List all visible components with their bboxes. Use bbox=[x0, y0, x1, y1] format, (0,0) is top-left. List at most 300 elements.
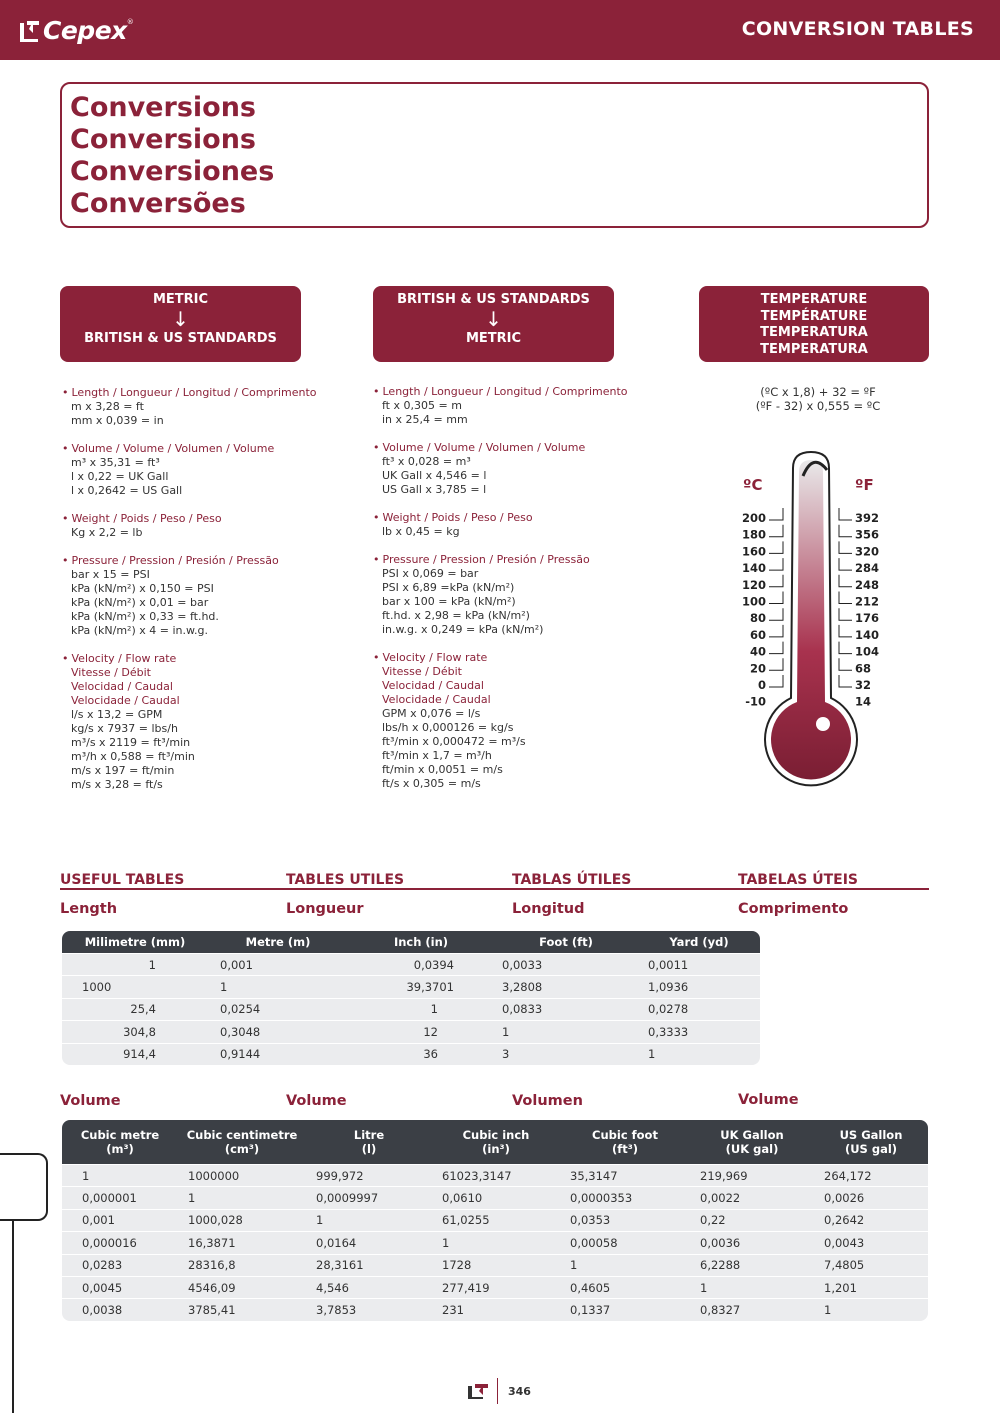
useful-heading-pt: TABELAS ÚTEIS bbox=[738, 872, 859, 888]
conversion-group bbox=[373, 511, 663, 539]
conversion-formula: mm x 0,039 = in bbox=[71, 414, 164, 427]
conversion-group-heading bbox=[62, 554, 352, 568]
conversion-formula: in x 25,4 = mm bbox=[382, 413, 468, 426]
volume-column-header-line: US Gallon bbox=[839, 1128, 903, 1142]
pill-label: TEMPERATURA bbox=[760, 325, 868, 340]
conversion-heading-text: Weight / Poids / Peso / Peso bbox=[71, 512, 222, 525]
conversion-heading-text: Velocity / Flow rate bbox=[71, 652, 177, 665]
table-row bbox=[62, 1276, 928, 1298]
british-conversions bbox=[373, 385, 663, 805]
conversion-group-heading bbox=[373, 553, 663, 567]
conversion-group-heading bbox=[373, 385, 663, 399]
brand-name: Cepex bbox=[43, 16, 127, 45]
table-cell: 1 bbox=[62, 1164, 178, 1186]
conversion-group-heading bbox=[62, 666, 352, 680]
conversion-heading-text: Length / Longueur / Longitud / Comprimento bbox=[71, 386, 317, 399]
conversion-formula: ft.hd. x 2,98 = kPa (kN/m²) bbox=[382, 609, 530, 622]
bullet-icon: • bbox=[373, 511, 380, 524]
conversion-formula: m/s x 3,28 = ft/s bbox=[71, 778, 163, 791]
bullet-icon: • bbox=[62, 652, 69, 665]
table-cell: 0,0164 bbox=[306, 1231, 432, 1253]
conversion-group bbox=[62, 652, 352, 792]
table-row bbox=[62, 975, 760, 997]
title-line: Conversiones bbox=[70, 156, 275, 187]
fahrenheit-tick-label: 284 bbox=[855, 561, 880, 576]
table-cell: 1 bbox=[306, 1209, 432, 1231]
table-cell: 1 bbox=[432, 1231, 560, 1253]
temperature-formulas bbox=[700, 385, 936, 413]
table-cell: 1 bbox=[62, 953, 208, 975]
table-cell: 1,201 bbox=[814, 1276, 928, 1298]
table-cell: 0,0394 bbox=[348, 953, 494, 975]
conversion-group-heading bbox=[62, 512, 352, 526]
table-cell: 0,0043 bbox=[814, 1231, 928, 1253]
conversion-formula: m³ x 35,31 = ft³ bbox=[71, 456, 160, 469]
side-tab-decoration bbox=[0, 1153, 48, 1221]
conversion-formula: kPa (kN/m²) x 0,33 = ft.hd. bbox=[71, 610, 219, 623]
length-heading-fr: Longueur bbox=[286, 901, 364, 917]
table-row bbox=[62, 953, 760, 975]
table-cell: 0,8327 bbox=[690, 1298, 814, 1320]
table-cell: 28316,8 bbox=[178, 1254, 306, 1276]
fahrenheit-tick-mark bbox=[839, 608, 852, 620]
conversion-heading-text: Vitesse / Débit bbox=[382, 665, 462, 678]
celsius-tick-label: 0 bbox=[757, 678, 766, 692]
conversion-formula: m³/s x 2119 = ft³/min bbox=[71, 736, 191, 749]
pill-label: TEMPÉRATURE bbox=[760, 308, 868, 324]
useful-heading-fr: TABLES UTILES bbox=[286, 872, 405, 888]
table-cell: 0,0278 bbox=[638, 998, 760, 1020]
fahrenheit-tick-mark bbox=[839, 642, 852, 654]
celsius-tick-mark bbox=[769, 508, 783, 520]
conversion-group-heading bbox=[373, 693, 663, 707]
table-cell: 16,3871 bbox=[178, 1231, 306, 1253]
bullet-icon: • bbox=[62, 554, 69, 567]
table-cell: 0,0000353 bbox=[560, 1186, 690, 1208]
length-column-header: Inch (in) bbox=[348, 931, 494, 953]
conversion-group bbox=[62, 442, 352, 498]
volume-column-header bbox=[62, 1120, 178, 1164]
volume-column-header-line: Cubic inch bbox=[462, 1128, 530, 1142]
volume-column-header-line: (cm³) bbox=[224, 1142, 260, 1156]
fahrenheit-tick-mark bbox=[839, 558, 852, 570]
header-title: CONVERSION TABLES bbox=[741, 18, 974, 40]
table-cell: 0,3333 bbox=[638, 1020, 760, 1042]
table-cell: 61023,3147 bbox=[432, 1164, 560, 1186]
conversion-formula: in.w.g. x 0,249 = kPa (kN/m²) bbox=[382, 623, 544, 636]
table-cell: 3 bbox=[494, 1043, 638, 1065]
bullet-icon: • bbox=[373, 441, 380, 454]
fahrenheit-tick-label: 356 bbox=[855, 527, 880, 542]
table-cell: 0,0022 bbox=[690, 1186, 814, 1208]
volume-column-header bbox=[432, 1120, 560, 1164]
table-cell: 1000 bbox=[62, 975, 208, 997]
celsius-tick-label: 100 bbox=[741, 594, 766, 609]
table-cell: 304,8 bbox=[62, 1020, 208, 1042]
conversion-formula: m x 3,28 = ft bbox=[71, 400, 144, 413]
conversion-group-heading bbox=[373, 441, 663, 455]
table-cell: 0,0038 bbox=[62, 1298, 178, 1320]
celsius-tick-mark bbox=[769, 558, 783, 570]
table-cell: 0,0353 bbox=[560, 1209, 690, 1231]
table-cell: 7,4805 bbox=[814, 1254, 928, 1276]
formula-f-to-c: (ºF - 32) x 0,555 = ºC bbox=[755, 399, 881, 413]
celsius-tick-label: 180 bbox=[741, 527, 766, 542]
fahrenheit-tick-mark bbox=[839, 525, 852, 537]
fahrenheit-tick-label: 104 bbox=[855, 644, 880, 659]
length-table bbox=[62, 931, 760, 1065]
bullet-icon: • bbox=[62, 512, 69, 525]
cepex-logo bbox=[18, 16, 134, 45]
conversion-group bbox=[373, 441, 663, 497]
conversion-group-heading bbox=[62, 652, 352, 666]
title-line: Conversions bbox=[70, 92, 256, 123]
table-cell: 0,0026 bbox=[814, 1186, 928, 1208]
bullet-icon: • bbox=[62, 386, 69, 399]
fahrenheit-tick-label: 32 bbox=[855, 678, 872, 692]
fahrenheit-tick-label: 68 bbox=[855, 661, 872, 676]
celsius-tick-mark bbox=[769, 608, 783, 620]
bullet-icon: • bbox=[62, 442, 69, 455]
bullet-icon: • bbox=[373, 385, 380, 398]
celsius-tick-mark bbox=[769, 575, 783, 587]
celsius-tick-label: 40 bbox=[749, 644, 766, 659]
pill-top-label: BRITISH & US STANDARDS bbox=[397, 292, 590, 307]
fahrenheit-tick-label: 320 bbox=[855, 544, 880, 559]
length-column-header: Yard (yd) bbox=[638, 931, 760, 953]
conversion-formula: ft/s x 0,305 = m/s bbox=[382, 777, 481, 790]
thermometer-figure bbox=[735, 448, 915, 788]
formula-c-to-f: (ºC x 1,8) + 32 = ºF bbox=[760, 385, 876, 399]
celsius-tick-label: 80 bbox=[749, 611, 766, 626]
volume-column-header-line: (US gal) bbox=[844, 1142, 898, 1156]
conversion-group-heading bbox=[62, 386, 352, 400]
volume-heading-pt: Volume bbox=[738, 1092, 799, 1108]
conversion-heading-text: Volume / Volume / Volumen / Volume bbox=[71, 442, 275, 455]
table-cell: 0,00058 bbox=[560, 1231, 690, 1253]
table-cell: 0,0011 bbox=[638, 953, 760, 975]
conversion-heading-text: Pressure / Pression / Presión / Pressão bbox=[71, 554, 279, 567]
celsius-tick-label: 60 bbox=[749, 627, 766, 642]
table-row bbox=[62, 1209, 928, 1231]
conversion-formula: ft³/min x 0,000472 = m³/s bbox=[382, 735, 526, 748]
cepex-footer-logo-icon bbox=[467, 1382, 489, 1400]
table-row bbox=[62, 1186, 928, 1208]
fahrenheit-tick-mark bbox=[839, 625, 852, 637]
arrow-down-icon: ↓ bbox=[172, 307, 189, 331]
table-cell: 1 bbox=[690, 1276, 814, 1298]
celsius-tick-mark bbox=[769, 541, 783, 553]
table-cell: 6,2288 bbox=[690, 1254, 814, 1276]
bullet-icon: • bbox=[373, 553, 380, 566]
table-cell: 0,0283 bbox=[62, 1254, 178, 1276]
table-cell: 0,22 bbox=[690, 1209, 814, 1231]
volume-column-header-line: (ft³) bbox=[611, 1142, 639, 1156]
british-to-metric-pill bbox=[373, 286, 614, 362]
length-heading-en: Length bbox=[60, 901, 118, 917]
celsius-tick-label: 160 bbox=[741, 544, 766, 559]
table-cell: 1000,028 bbox=[178, 1209, 306, 1231]
fahrenheit-tick-label: 176 bbox=[855, 611, 880, 626]
volume-column-header bbox=[560, 1120, 690, 1164]
footer-separator bbox=[497, 1378, 498, 1404]
conversion-group-heading bbox=[62, 442, 352, 456]
conversion-heading-text: Length / Longueur / Longitud / Comprimento bbox=[382, 385, 628, 398]
table-row bbox=[62, 1164, 928, 1186]
fahrenheit-tick-mark bbox=[839, 658, 852, 670]
table-cell: 25,4 bbox=[62, 998, 208, 1020]
conversion-heading-text: Volume / Volume / Volumen / Volume bbox=[382, 441, 586, 454]
celsius-tick-mark bbox=[769, 592, 783, 604]
table-row bbox=[62, 1298, 928, 1320]
conversion-formula: PSI x 6,89 =kPa (kN/m²) bbox=[382, 581, 515, 594]
table-cell: 1 bbox=[178, 1186, 306, 1208]
volume-heading-en: Volume bbox=[60, 1093, 121, 1109]
volume-column-header-line: (in³) bbox=[482, 1142, 510, 1156]
table-cell: 0,0009997 bbox=[306, 1186, 432, 1208]
table-row bbox=[62, 1043, 760, 1065]
table-cell: 999,972 bbox=[306, 1164, 432, 1186]
conversion-group bbox=[62, 512, 352, 540]
conversion-formula: ft/min x 0,0051 = m/s bbox=[382, 763, 503, 776]
table-cell: 1 bbox=[638, 1043, 760, 1065]
table-cell: 4546,09 bbox=[178, 1276, 306, 1298]
table-row bbox=[62, 1254, 928, 1276]
table-cell: 0,1337 bbox=[560, 1298, 690, 1320]
conversion-formula: kg/s x 7937 = lbs/h bbox=[71, 722, 178, 735]
conversion-group bbox=[62, 386, 352, 428]
title-line: Conversões bbox=[70, 188, 246, 219]
fahrenheit-tick-label: 14 bbox=[855, 694, 872, 709]
table-cell: 61,0255 bbox=[432, 1209, 560, 1231]
table-row bbox=[62, 1231, 928, 1253]
pill-label: TEMPERATURE bbox=[760, 292, 868, 307]
table-cell: 28,3161 bbox=[306, 1254, 432, 1276]
bullet-icon: • bbox=[373, 651, 380, 664]
table-cell: 1728 bbox=[432, 1254, 560, 1276]
fahrenheit-tick-mark bbox=[839, 541, 852, 553]
table-cell: 3785,41 bbox=[178, 1298, 306, 1320]
celsius-label: ºC bbox=[743, 476, 763, 494]
fahrenheit-tick-mark bbox=[839, 592, 852, 604]
conversion-group bbox=[373, 385, 663, 427]
conversion-formula: ft³/min x 1,7 = m³/h bbox=[382, 749, 492, 762]
table-cell: 0,3048 bbox=[208, 1020, 348, 1042]
table-cell: 0,0833 bbox=[494, 998, 638, 1020]
conversion-formula: Kg x 2,2 = lb bbox=[71, 526, 143, 539]
fahrenheit-tick-mark bbox=[839, 675, 852, 687]
conversion-formula: bar x 100 = kPa (kN/m²) bbox=[382, 595, 516, 608]
volume-column-header bbox=[814, 1120, 928, 1164]
celsius-tick-label: 120 bbox=[741, 577, 766, 592]
metric-conversions bbox=[62, 386, 352, 806]
table-cell: 264,172 bbox=[814, 1164, 928, 1186]
table-cell: 12 bbox=[348, 1020, 494, 1042]
conversion-group-heading bbox=[62, 680, 352, 694]
fahrenheit-tick-label: 248 bbox=[855, 577, 880, 592]
table-cell: 1 bbox=[814, 1298, 928, 1320]
length-column-header: Foot (ft) bbox=[494, 931, 638, 953]
conversion-heading-text: Pressure / Pression / Presión / Pressão bbox=[382, 553, 590, 566]
celsius-tick-mark bbox=[769, 642, 783, 654]
volume-column-header bbox=[178, 1120, 306, 1164]
conversion-formula: PSI x 0,069 = bar bbox=[382, 567, 479, 580]
conversion-heading-text: Velocity / Flow rate bbox=[382, 651, 488, 664]
conversion-group-heading bbox=[373, 679, 663, 693]
celsius-tick-label: 140 bbox=[741, 561, 766, 576]
table-cell: 0,000016 bbox=[62, 1231, 178, 1253]
conversion-formula: US Gall x 3,785 = l bbox=[382, 483, 487, 496]
fahrenheit-tick-label: 212 bbox=[855, 594, 880, 609]
volume-heading-es: Volumen bbox=[512, 1093, 583, 1109]
volume-column-header bbox=[690, 1120, 814, 1164]
conversion-heading-text: Vitesse / Débit bbox=[71, 666, 151, 679]
celsius-tick-label: 200 bbox=[741, 511, 766, 525]
table-cell: 1 bbox=[208, 975, 348, 997]
fahrenheit-label: ºF bbox=[855, 476, 874, 494]
table-cell: 0,001 bbox=[62, 1209, 178, 1231]
table-cell: 219,969 bbox=[690, 1164, 814, 1186]
pill-label: TEMPERATURA bbox=[760, 341, 868, 357]
conversion-group-heading bbox=[62, 694, 352, 708]
table-cell: 0,0036 bbox=[690, 1231, 814, 1253]
thermometer-bulb-dot bbox=[816, 717, 830, 731]
conversion-formula: ft x 0,305 = m bbox=[382, 399, 462, 412]
table-cell: 914,4 bbox=[62, 1043, 208, 1065]
registered-mark: ® bbox=[126, 17, 134, 26]
conversion-formula: l/s x 13,2 = GPM bbox=[71, 708, 163, 721]
volume-heading-fr: Volume bbox=[286, 1093, 347, 1109]
table-cell: 0,001 bbox=[208, 953, 348, 975]
table-cell: 1000000 bbox=[178, 1164, 306, 1186]
cepex-logo-mark-icon bbox=[18, 19, 40, 43]
conversion-formula: l x 0,22 = UK Gall bbox=[71, 470, 169, 483]
table-cell: 39,3701 bbox=[348, 975, 494, 997]
volume-column-header-line: UK Gallon bbox=[720, 1128, 784, 1142]
fahrenheit-tick-mark bbox=[839, 575, 852, 587]
table-cell: 0,0610 bbox=[432, 1186, 560, 1208]
conversion-formula: bar x 15 = PSI bbox=[71, 568, 150, 581]
conversion-heading-text: Velocidad / Caudal bbox=[382, 679, 484, 692]
table-cell: 0,4605 bbox=[560, 1276, 690, 1298]
conversion-group bbox=[373, 553, 663, 637]
conversion-formula: l x 0,2642 = US Gall bbox=[71, 484, 183, 497]
useful-heading-es: TABLAS ÚTILES bbox=[512, 872, 632, 888]
volume-column-header bbox=[306, 1120, 432, 1164]
table-cell: 0,0033 bbox=[494, 953, 638, 975]
celsius-tick-label: -10 bbox=[745, 694, 766, 709]
length-heading-es: Longitud bbox=[512, 901, 585, 917]
conversion-formula: lbs/h x 0,000126 = kg/s bbox=[382, 721, 514, 734]
table-row bbox=[62, 998, 760, 1020]
table-cell: 4,546 bbox=[306, 1276, 432, 1298]
pill-top-label: METRIC bbox=[152, 292, 209, 307]
conversion-formula: kPa (kN/m²) x 0,01 = bar bbox=[71, 596, 209, 609]
conversion-formula: m/s x 197 = ft/min bbox=[71, 764, 175, 777]
conversion-heading-text: Velocidade / Caudal bbox=[71, 694, 180, 707]
pill-bottom-label: BRITISH & US STANDARDS bbox=[84, 331, 277, 346]
conversion-formula: lb x 0,45 = kg bbox=[382, 525, 460, 538]
conversion-group-heading bbox=[373, 651, 663, 665]
table-cell: 231 bbox=[432, 1298, 560, 1320]
conversion-group-heading bbox=[373, 665, 663, 679]
pill-bottom-label: METRIC bbox=[465, 331, 522, 346]
conversion-heading-text: Weight / Poids / Peso / Peso bbox=[382, 511, 533, 524]
table-cell: 1 bbox=[494, 1020, 638, 1042]
table-cell: 0,2642 bbox=[814, 1209, 928, 1231]
celsius-tick-mark bbox=[769, 625, 783, 637]
volume-column-header-line: Cubic foot bbox=[592, 1128, 658, 1142]
length-heading-pt: Comprimento bbox=[738, 901, 849, 917]
conversion-heading-text: Velocidad / Caudal bbox=[71, 680, 173, 693]
title-box bbox=[60, 82, 929, 228]
fahrenheit-tick-mark bbox=[839, 508, 852, 520]
volume-column-header-line: (m³) bbox=[106, 1142, 134, 1156]
volume-column-header-line: (l) bbox=[361, 1142, 377, 1156]
side-line-decoration bbox=[12, 1221, 14, 1413]
table-cell: 3,2808 bbox=[494, 975, 638, 997]
fahrenheit-tick-label: 140 bbox=[855, 627, 880, 642]
page-header bbox=[0, 0, 1000, 60]
table-cell: 0,0254 bbox=[208, 998, 348, 1020]
table-cell: 277,419 bbox=[432, 1276, 560, 1298]
table-cell: 1 bbox=[348, 998, 494, 1020]
title-line: Conversions bbox=[70, 124, 256, 155]
volume-column-header-line: Cubic metre bbox=[80, 1128, 160, 1142]
conversion-group-heading bbox=[373, 511, 663, 525]
celsius-tick-label: 20 bbox=[749, 661, 766, 676]
fahrenheit-tick-label: 392 bbox=[855, 511, 880, 525]
table-cell: 3,7853 bbox=[306, 1298, 432, 1320]
conversion-formula: ft³ x 0,028 = m³ bbox=[382, 455, 471, 468]
length-column-header: Metre (m) bbox=[208, 931, 348, 953]
table-row bbox=[62, 1020, 760, 1042]
table-cell: 0,0045 bbox=[62, 1276, 178, 1298]
celsius-tick-mark bbox=[769, 525, 783, 537]
conversion-formula: m³/h x 0,588 = ft³/min bbox=[71, 750, 195, 763]
table-cell: 1,0936 bbox=[638, 975, 760, 997]
page-footer bbox=[467, 1378, 531, 1404]
conversion-formula: kPa (kN/m²) x 4 = in.w.g. bbox=[71, 624, 208, 637]
length-column-header: Milimetre (mm) bbox=[62, 931, 208, 953]
temperature-pill bbox=[699, 286, 929, 362]
table-cell: 1 bbox=[560, 1254, 690, 1276]
volume-table bbox=[62, 1120, 928, 1321]
celsius-tick-mark bbox=[769, 675, 783, 687]
volume-column-header-line: Litre bbox=[353, 1128, 385, 1142]
arrow-down-icon: ↓ bbox=[485, 307, 502, 331]
celsius-tick-mark bbox=[769, 658, 783, 670]
volume-column-header-line: (UK gal) bbox=[725, 1142, 779, 1156]
conversion-formula: UK Gall x 4,546 = l bbox=[382, 469, 487, 482]
fahrenheit-scale bbox=[839, 508, 879, 709]
conversion-heading-text: Velocidade / Caudal bbox=[382, 693, 491, 706]
conversion-formula: kPa (kN/m²) x 0,150 = PSI bbox=[71, 582, 214, 595]
table-cell: 36 bbox=[348, 1043, 494, 1065]
table-cell: 0,000001 bbox=[62, 1186, 178, 1208]
celsius-scale bbox=[742, 508, 783, 709]
conversion-group bbox=[373, 651, 663, 791]
metric-to-british-pill bbox=[60, 286, 301, 362]
table-cell: 35,3147 bbox=[560, 1164, 690, 1186]
table-cell: 0,9144 bbox=[208, 1043, 348, 1065]
useful-heading-en: USEFUL TABLES bbox=[60, 872, 185, 888]
conversion-formula: GPM x 0,076 = l/s bbox=[382, 707, 481, 720]
useful-tables-heading bbox=[60, 872, 929, 890]
conversion-group bbox=[62, 554, 352, 638]
volume-column-header-line: Cubic centimetre bbox=[186, 1128, 298, 1142]
page-number: 346 bbox=[508, 1384, 531, 1398]
